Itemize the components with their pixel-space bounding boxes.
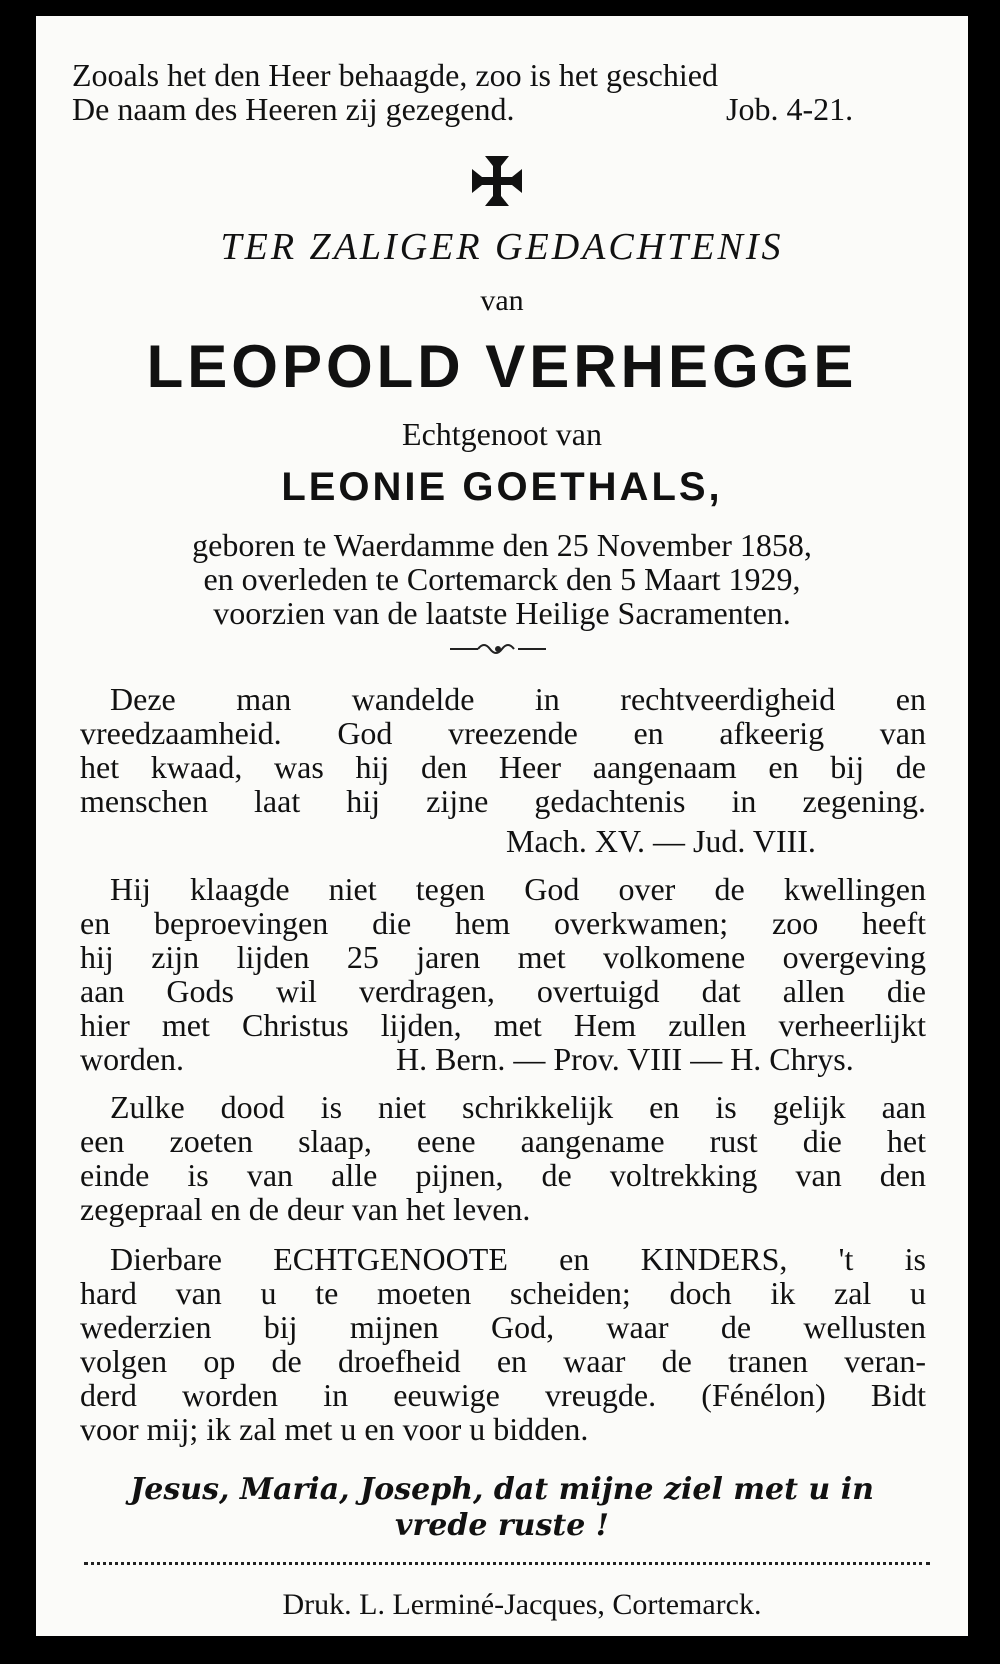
p4-line-4: volgen op de droefheid en waar de tranen veran- — [80, 1343, 926, 1379]
p2-line-5: hier met Christus lijden, met Hem zullen verheerlijkt — [80, 1007, 926, 1043]
cross-icon — [468, 152, 526, 210]
memorial-heading: TER ZALIGER GEDACHTENIS — [220, 226, 784, 268]
p1-line-1: Deze man wandelde in rechtveerdigheid en — [110, 681, 926, 717]
paragraph-1 — [80, 682, 926, 818]
p3-line-3: einde is van alle pijnen, de voltrekking van den — [80, 1157, 926, 1193]
p1-source: Mach. XV. — Jud. VIII. — [506, 823, 816, 859]
printer-imprint: Druk. L. Lerminé-Jacques, Cortemarck. — [282, 1588, 762, 1621]
memorial-card — [36, 16, 968, 1636]
p2-line-3: hij zijn lijden 25 jaren met volkomene overgeving — [80, 939, 926, 975]
death-line: en overleden te Cortemarck den 5 Maart 1929, — [203, 561, 801, 597]
paragraph-4 — [80, 1242, 926, 1412]
dotted-rule — [84, 1562, 930, 1565]
epigraph-line-1: Zooals het den Heer behaagde, zoo is het geschied — [72, 57, 718, 93]
paragraph-3 — [80, 1090, 926, 1192]
sacraments-line: voorzien van de laatste Heilige Sacramenten. — [213, 595, 791, 631]
p4-line-3: wederzien bij mijnen God, waar de wellusten — [80, 1309, 926, 1345]
p4-last-line: voor mij; ik zal met u en voor u bidden. — [80, 1411, 589, 1447]
p2-source: H. Bern. — Prov. VIII — H. Chrys. — [396, 1041, 854, 1077]
p4-line-1: Dierbare ECHTGENOOTE en KINDERS, 't is — [110, 1241, 926, 1277]
epigraph-source: Job. 4-21. — [726, 91, 854, 127]
p2-line-4: aan Gods wil verdragen, overtuigd dat allen die — [80, 973, 926, 1009]
spouse-intro: Echtgenoot van — [402, 416, 602, 452]
p3-line-1: Zulke dood is niet schrikkelijk en is gelijk aan — [110, 1089, 926, 1125]
p4-line-5: derd worden in eeuwige vreugde. (Fénélon) Bidt — [80, 1377, 926, 1413]
p2-line-1: Hij klaagde niet tegen God over de kwellingen — [110, 871, 926, 907]
paragraph-2 — [80, 872, 926, 1042]
p1-line-3: het kwaad, was hij den Heer aangenaam en bij de — [80, 749, 926, 785]
van-label: van — [480, 284, 524, 317]
p1-line-2: vreedzaamheid. God vreezende en afkeerig van — [80, 715, 926, 751]
epigraph-line-2: De naam des Heeren zij gezegend. — [72, 91, 515, 127]
p1-line-4: menschen laat hij zijne gedachtenis in zegening. — [80, 783, 926, 819]
divider-ornament — [448, 640, 548, 658]
p2-last-word: worden. — [80, 1041, 184, 1077]
p3-line-2: een zoeten slaap, eene aangename rust die het — [80, 1123, 926, 1159]
spouse-name: LEONIE GOETHALS, — [281, 465, 723, 509]
p4-line-2: hard van u te moeten scheiden; doch ik zal u — [80, 1275, 926, 1311]
p3-last-line: zegepraal en de deur van het leven. — [80, 1191, 531, 1227]
prayer-line-1: Jesus, Maria, Joseph, dat mijne ziel met u in — [130, 1472, 874, 1507]
p2-line-2: en beproevingen die hem overkwamen; zoo heeft — [80, 905, 926, 941]
prayer-line-2: vrede ruste ! — [395, 1508, 609, 1543]
birth-line: geboren te Waerdamme den 25 November 1858, — [192, 527, 812, 563]
deceased-name: LEOPOLD VERHEGGE — [146, 333, 858, 400]
